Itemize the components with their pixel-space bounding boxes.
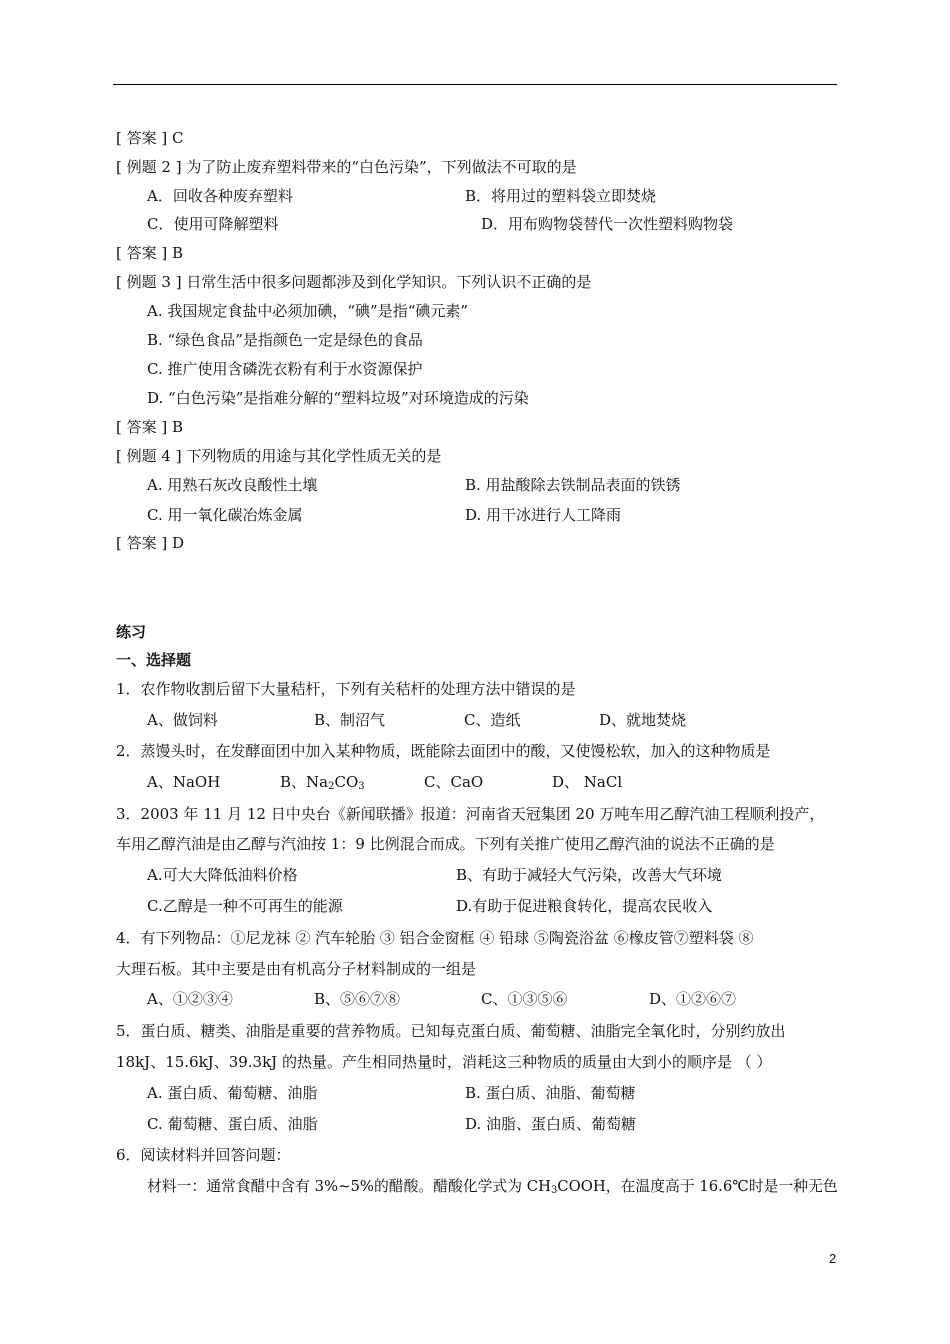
ex4-question: [ 例题 4 ] 下列物质的用途与其化学性质无关的是 bbox=[116, 447, 442, 465]
ex4-option-b: B. 用盐酸除去铁制品表面的铁锈 bbox=[465, 476, 681, 494]
q3-option-d: D.有助于促进粮食转化，提高农民收入 bbox=[456, 897, 713, 915]
ex4-option-c: C. 用一氧化碳冶炼金属 bbox=[147, 506, 303, 524]
ex3-option-a: A. 我国规定食盐中必须加碘，“碘”是指“碘元素” bbox=[147, 302, 469, 320]
ex1-answer: [ 答案 ] C bbox=[116, 129, 184, 147]
q4-option-a: A、①②③④ bbox=[147, 990, 233, 1008]
page-number: 2 bbox=[829, 1251, 837, 1266]
q3-option-a: A.可大大降低油料价格 bbox=[147, 866, 298, 884]
q6-material-sub: 3 bbox=[550, 1185, 558, 1196]
q2-option-c: C、CaO bbox=[424, 773, 484, 791]
q2-option-a: A、NaOH bbox=[147, 773, 221, 791]
q5-line1: 5．蛋白质、糖类、油脂是重要的营养物质。已知每克蛋白质、葡萄糖、油脂完全氧化时，分别约放出 bbox=[116, 1022, 786, 1040]
q6-text: 6．阅读材料并回答问题： bbox=[116, 1146, 291, 1164]
ex3-answer: [ 答案 ] B bbox=[116, 418, 184, 436]
ex2-question: [ 例题 2 ] 为了防止废弃塑料带来的“白色污染”，下列做法不可取的是 bbox=[116, 158, 577, 176]
ex2-answer: [ 答案 ] B bbox=[116, 244, 184, 262]
practice-title: 练习 bbox=[116, 623, 147, 641]
q1-option-d: D、就地焚烧 bbox=[599, 711, 687, 729]
q3-option-b: B、有助于减轻大气污染，改善大气环境 bbox=[456, 866, 723, 884]
q2-option-b bbox=[280, 772, 365, 792]
q2-b-sub1: 2 bbox=[328, 781, 335, 792]
ex2-option-a: A．回收各种废弃塑料 bbox=[147, 187, 293, 205]
q4-option-d: D、①②⑥⑦ bbox=[649, 990, 737, 1008]
q4-line2: 大理石板。其中主要是由有机高分子材料制成的一组是 bbox=[116, 960, 477, 978]
q1-option-b: B、制沼气 bbox=[314, 711, 386, 729]
section-title: 一、选择题 bbox=[116, 651, 192, 669]
q2-b-sub2: 3 bbox=[358, 781, 365, 792]
ex2-option-d: D．用布购物袋替代一次性塑料购物袋 bbox=[481, 215, 734, 233]
q6-material-pre: 材料一：通常食醋中含有 3%~5%的醋酸。醋酸化学式为 CH bbox=[147, 1177, 551, 1195]
q2-b-pre: B、Na bbox=[280, 773, 329, 791]
ex3-option-b: B. “绿色食品”是指颜色一定是绿色的食品 bbox=[147, 331, 423, 349]
ex4-option-a: A. 用熟石灰改良酸性土壤 bbox=[147, 476, 318, 494]
ex2-option-b: B．将用过的塑料袋立即焚烧 bbox=[465, 187, 657, 205]
q1-text: 1．农作物收割后留下大量秸杆，下列有关秸杆的处理方法中错误的是 bbox=[116, 680, 576, 698]
ex3-option-c: C. 推广使用含磷洗衣粉有利于水资源保护 bbox=[147, 360, 423, 378]
q4-line1: 4．有下列物品：①尼龙袜 ② 汽车轮胎 ③ 铝合金窗框 ④ 铅球 ⑤陶瓷浴盆 ⑥橡皮管⑦塑料袋 ⑧ bbox=[116, 929, 754, 947]
q6-material bbox=[147, 1176, 838, 1196]
ex4-answer: [ 答案 ] D bbox=[116, 534, 185, 552]
q3-option-c: C.乙醇是一种不可再生的能源 bbox=[147, 897, 343, 915]
q5-option-b: B. 蛋白质、油脂、葡萄糖 bbox=[465, 1084, 636, 1102]
q4-option-c: C、①③⑤⑥ bbox=[481, 990, 568, 1008]
header-rule bbox=[113, 84, 837, 85]
ex4-option-d: D. 用干冰进行人工降雨 bbox=[465, 506, 622, 524]
q3-line2: 车用乙醇汽油是由乙醇与汽油按 1：9 比例混合而成。下列有关推广使用乙醇汽油的说法不正确的是 bbox=[116, 835, 775, 853]
q5-line2: 18kJ、15.6kJ、39.3kJ 的热量。产生相同热量时，消耗这三种物质的质量由大到小的顺序是 （ ） bbox=[116, 1053, 772, 1071]
q5-option-c: C. 葡萄糖、蛋白质、油脂 bbox=[147, 1115, 318, 1133]
q1-option-c: C、造纸 bbox=[464, 711, 521, 729]
q4-option-b: B、⑤⑥⑦⑧ bbox=[314, 990, 401, 1008]
q2-text: 2．蒸馒头时，在发酵面团中加入某种物质，既能除去面团中的酸，又使馒松软，加入的这种物质是 bbox=[116, 742, 771, 760]
q5-option-a: A. 蛋白质、葡萄糖、油脂 bbox=[147, 1084, 318, 1102]
q2-b-mid: CO bbox=[334, 773, 359, 791]
ex2-option-c: C．使用可降解塑料 bbox=[147, 215, 279, 233]
q3-line1: 3．2003 年 11 月 12 日中央台《新闻联播》报道：河南省天冠集团 20 万吨车用乙醇汽油工程顺利投产， bbox=[116, 805, 825, 823]
q5-option-d: D. 油脂、蛋白质、葡萄糖 bbox=[465, 1115, 637, 1133]
q2-option-d: D、 NaCl bbox=[552, 773, 623, 791]
ex3-question: [ 例题 3 ] 日常生活中很多问题都涉及到化学知识。下列认识不正确的是 bbox=[116, 273, 592, 291]
q1-option-a: A、做饲料 bbox=[147, 711, 218, 729]
q6-material-post: COOH，在温度高于 16.6℃时是一种无色 bbox=[557, 1177, 838, 1195]
ex3-option-d: D. “白色污染”是指难分解的“塑料垃圾”对环境造成的污染 bbox=[147, 389, 529, 407]
